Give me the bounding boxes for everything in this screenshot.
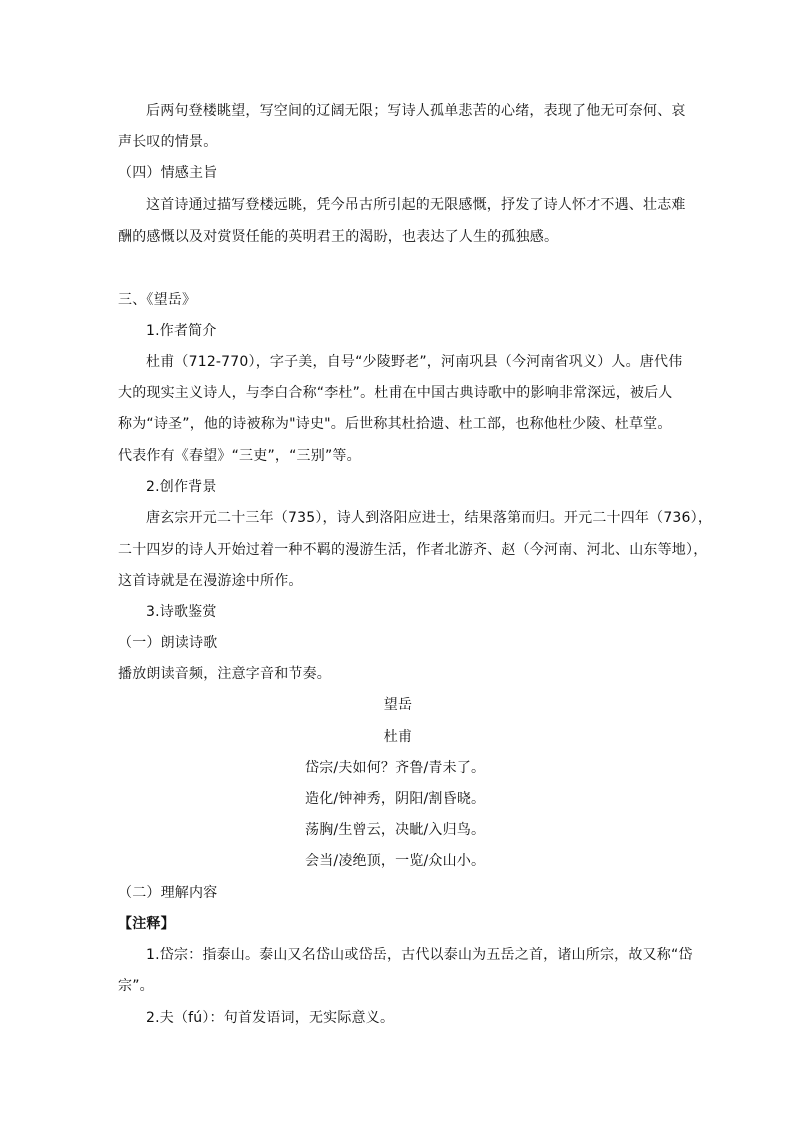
poem-line: 会当/凌绝顶，一览/众山小。 xyxy=(305,853,486,869)
paragraph-line: 酬的感慨以及对赏贤任能的英明君王的渴盼，也表达了人生的孤独感。 xyxy=(118,229,559,245)
annotation-line: 宗”。 xyxy=(118,978,154,994)
poem-line: 造化/钟神秀，阴阳/割昏晓。 xyxy=(305,791,486,807)
paragraph-line: 二十四岁的诗人开始过着一种不羁的漫游生活，作者北游齐、赵（今河南、河北、山东等地）， xyxy=(118,542,708,558)
paragraph-line: 后两句登楼眺望，写空间的辽阔无限；写诗人孤单悲苦的心绪，表现了他无可奈何、哀 xyxy=(146,103,686,119)
subsection-heading: 2.创作背景 xyxy=(146,479,217,495)
annotation-line: 2.夫（fú）：句首发语词，无实际意义。 xyxy=(146,1010,395,1026)
poem-line: 岱宗/夫如何？齐鲁/青未了。 xyxy=(305,760,486,776)
section-heading: （四）情感主旨 xyxy=(118,165,218,181)
section-heading: （一）朗读诗歌 xyxy=(118,635,218,651)
poem-author: 杜甫 xyxy=(383,729,413,745)
paragraph-line: 唐玄宗开元二十三年（735），诗人到洛阳应进士，结果落第而归。开元二十四年（736）， xyxy=(146,510,713,526)
annotation-line: 1.岱宗：指泰山。泰山又名岱山或岱岳，古代以泰山为五岳之首，诸山所宗，故又称“岱 xyxy=(146,947,693,963)
paragraph-line: 这首诗就是在漫游途中所作。 xyxy=(118,573,303,589)
paragraph-line: 代表作有《春望》“三吏”，“三别”等。 xyxy=(118,448,361,464)
annotation-heading: 【注释】 xyxy=(118,916,175,932)
paragraph-line: 大的现实主义诗人，与李白合称“李杜”。杜甫在中国古典诗歌中的影响非常深远，被后人 xyxy=(118,385,673,401)
paragraph-line: 称为“诗圣”，他的诗被称为"诗史"。后世称其杜拾遗、杜工部，也称他杜少陵、杜草堂。 xyxy=(118,416,672,432)
paragraph-line: 这首诗通过描写登楼远眺，凭今吊古所引起的无限感慨，抒发了诗人怀才不遇、壮志难 xyxy=(146,197,686,213)
paragraph-line: 声长叹的情景。 xyxy=(118,134,218,150)
poem-line: 荡胸/生曾云，决眦/入归鸟。 xyxy=(305,822,486,838)
chapter-heading: 三、《望岳》 xyxy=(118,292,197,308)
section-heading: （二）理解内容 xyxy=(118,885,218,901)
subsection-heading: 1.作者简介 xyxy=(146,323,217,339)
paragraph-line: 杜甫（712-770），字子美，自号“少陵野老”，河南巩县（今河南省巩义）人。唐代伟 xyxy=(146,354,683,370)
poem-title: 望岳 xyxy=(383,697,413,713)
paragraph-line: 播放朗读音频，注意字音和节奏。 xyxy=(118,666,331,682)
subsection-heading: 3.诗歌鉴赏 xyxy=(146,604,217,620)
